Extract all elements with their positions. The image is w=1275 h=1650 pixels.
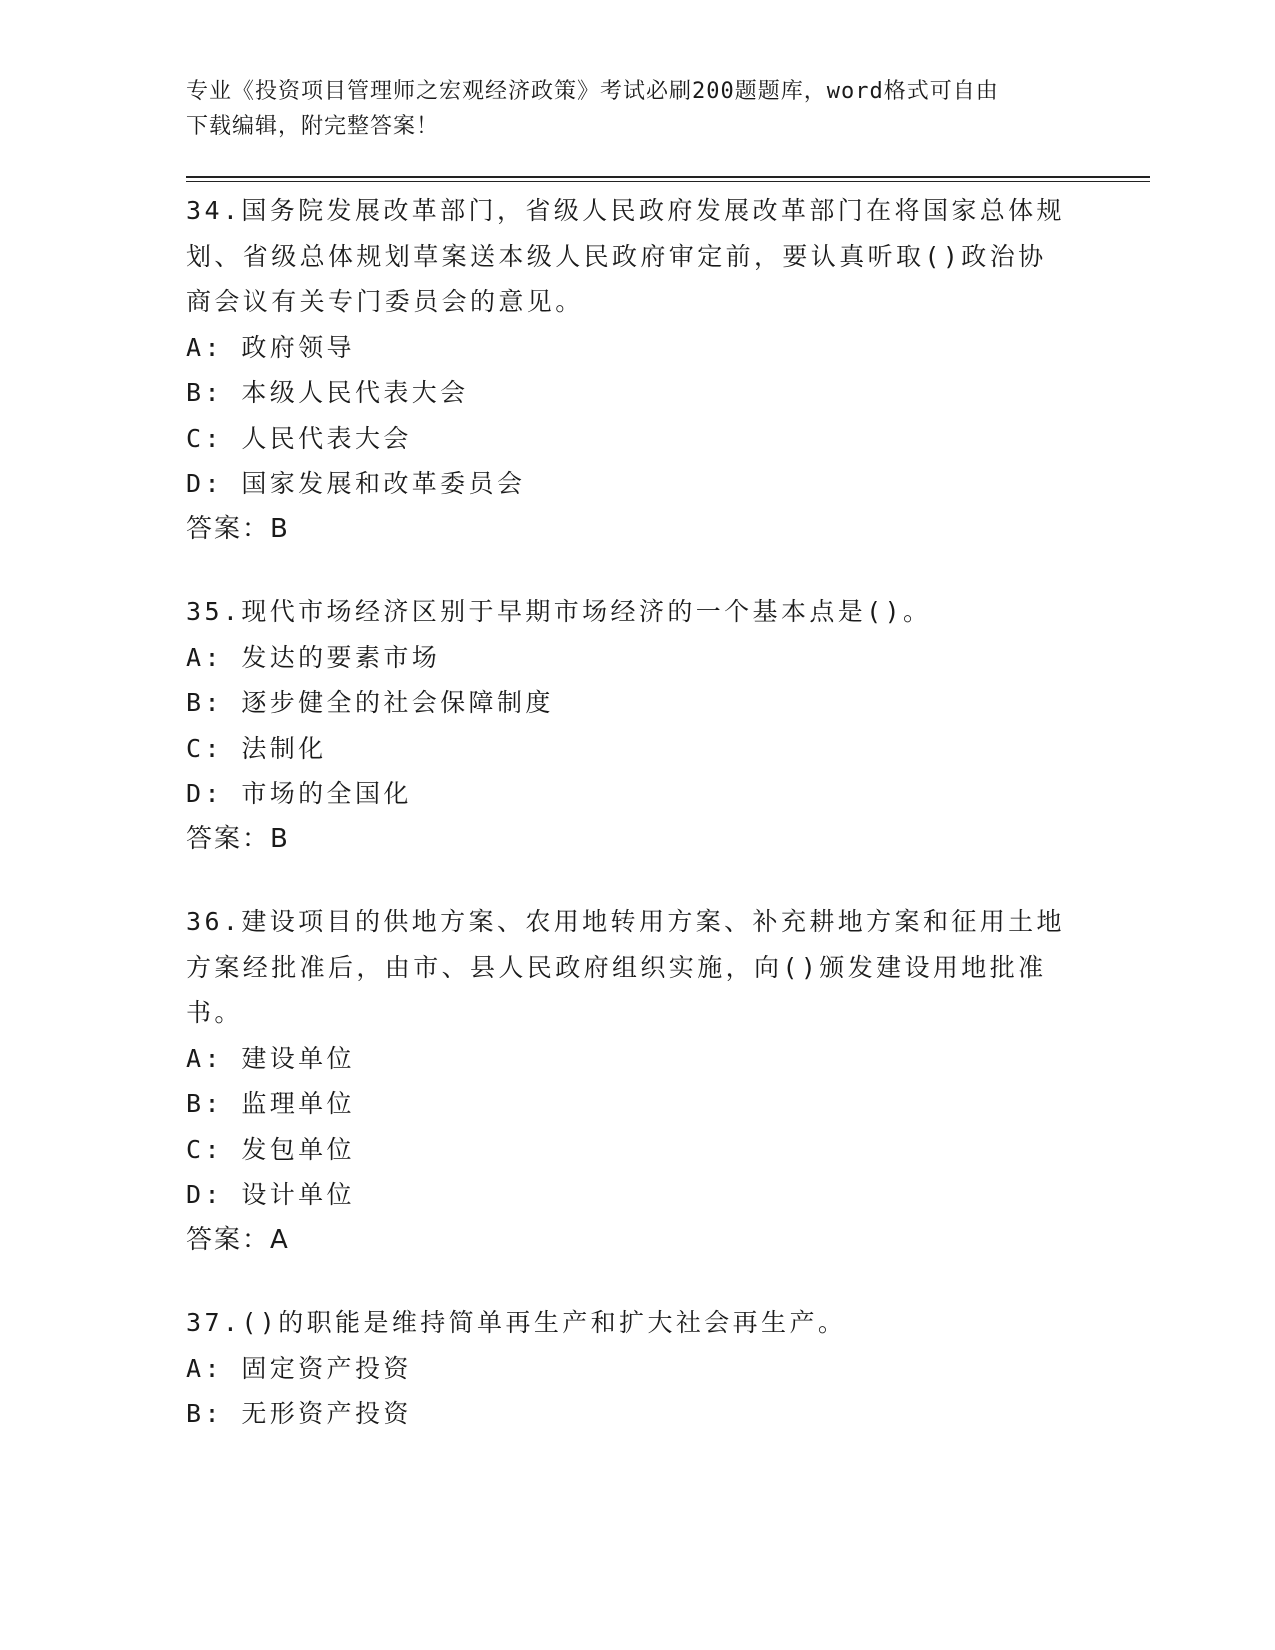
document-header [186,74,1066,144]
question-36-option-d: D: 设计单位 [186,1180,355,1209]
question-37-option-b: B: 无形资产投资 [186,1399,412,1428]
header-line-2: 下载编辑，附完整答案！ [186,114,440,139]
question-34-text-line-2: 划、省级总体规划草案送本级人民政府审定前，要认真听取()政治协 [186,241,1047,271]
question-34-answer: 答案：B [186,513,290,544]
header-divider-thick [186,176,1150,178]
question-35-option-a: A: 发达的要素市场 [186,642,441,672]
question-36-text-line-2: 方案经批准后，由市、县人民政府组织实施，向()颁发建设用地批准 [186,952,1047,982]
question-35 [186,589,1066,862]
question-34-text-line-1: 34.国务院发展改革部门，省级人民政府发展改革部门在将国家总体规 [186,196,1065,225]
question-35-option-d: D: 市场的全国化 [186,779,412,808]
question-37-text-line-1: 37.()的职能是维持简单再生产和扩大社会再生产。 [186,1308,847,1337]
header-divider-thin [186,181,1150,182]
question-35-answer: 答案：B [186,823,290,854]
header-line-1: 专业《投资项目管理师之宏观经济政策》考试必刷200题题库，word格式可自由 [186,79,999,104]
question-37-option-a: A: 固定资产投资 [186,1353,412,1383]
question-34-option-a: A: 政府领导 [186,332,355,362]
question-34 [186,188,1066,552]
question-36-option-a: A: 建设单位 [186,1043,355,1073]
question-34-option-b: B: 本级人民代表大会 [186,378,469,407]
question-36-option-c: C: 发包单位 [186,1134,355,1164]
question-list [186,188,1066,1474]
question-35-option-b: B: 逐步健全的社会保障制度 [186,688,554,717]
question-36 [186,899,1066,1263]
question-36-text-line-1: 36.建设项目的供地方案、农用地转用方案、补充耕地方案和征用土地 [186,907,1065,936]
question-35-text-line-1: 35.现代市场经济区别于早期市场经济的一个基本点是()。 [186,597,932,626]
question-35-option-c: C: 法制化 [186,733,327,763]
question-36-answer: 答案：A [186,1224,290,1255]
question-34-option-c: C: 人民代表大会 [186,423,412,453]
question-34-text-line-3: 商会议有关专门委员会的意见。 [186,287,584,316]
question-36-text-line-3: 书。 [186,998,243,1027]
question-36-option-b: B: 监理单位 [186,1089,355,1118]
question-37 [186,1300,1066,1437]
question-34-option-d: D: 国家发展和改革委员会 [186,469,526,498]
